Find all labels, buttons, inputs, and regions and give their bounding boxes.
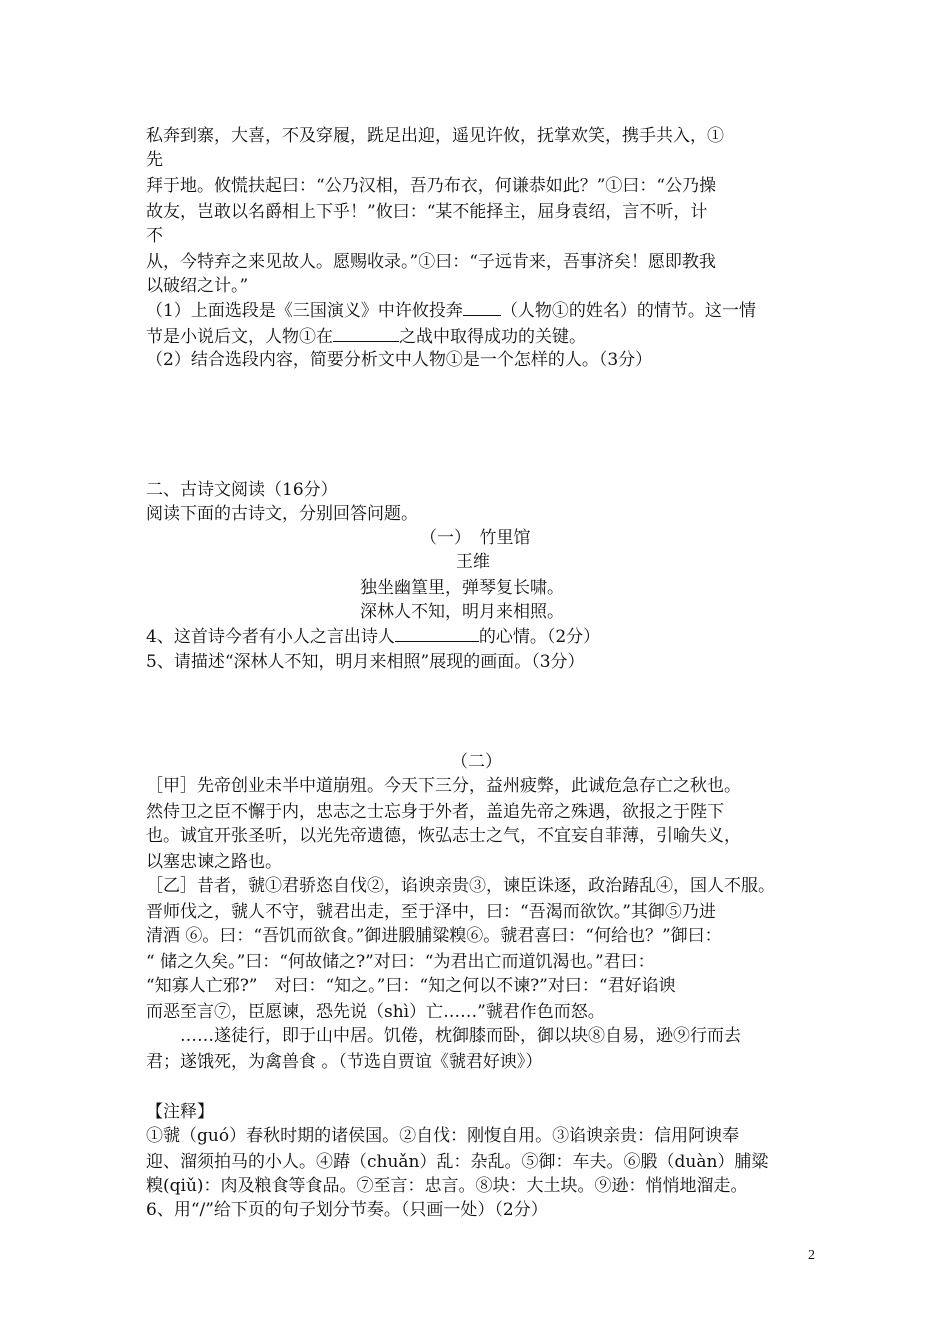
passage-yi-line-8: 君；遂饿死，为禽兽食 。（节选自贾谊《虢君好谀》）	[146, 1052, 543, 1072]
question-4-blank[interactable]	[395, 624, 479, 642]
question-1-text-d: 之战中取得成功的关键。	[399, 327, 586, 347]
excerpt-line-4: 从，今特弃之来见故人。愿赐收录。”①曰：“子远肯来，吾事济矣！愿即教我	[146, 252, 716, 272]
passage-yi-line-1: ［乙］昔者，虢①君骄恣自伐②，谄谀亲贵③，谏臣诛逐，政治踳乱④，国人不服。	[146, 876, 775, 896]
excerpt-line-3b: 不	[146, 226, 163, 246]
excerpt-line-5: 以破绍之计。”	[146, 276, 249, 296]
passage-jia-line-2: 然侍卫之臣不懈于内，忠志之士忘身于外者，盖追先帝之殊遇，欲报之于陛下	[146, 802, 724, 822]
notes-heading: 【注释】	[146, 1102, 214, 1122]
passage-jia-line-3: 也。诚宜开张圣听，以光先帝遗德，恢弘志士之气，不宜妄自菲薄，引喻失义，	[146, 826, 741, 846]
note-line-2: 迎、溜须拍马的小人。④踳（chuǎn）乱：杂乱。⑤御：车夫。⑥腶（duàn）脯粱	[146, 1152, 769, 1172]
passage-2-title: （二）	[451, 752, 502, 772]
question-2: （2）结合选段内容，简要分析文中人物①是一个怎样的人。（3分）	[146, 350, 653, 370]
passage-jia-line-1: ［甲］先帝创业未半中道崩殂。今天下三分，益州疲弊，此诚危急存亡之秋也。	[146, 776, 741, 796]
passage-yi-line-7: ……遂徒行，即于山中居。饥倦，枕御膝而卧，御以块⑧自易，逊⑨行而去	[146, 1026, 741, 1046]
passage-yi-line-2: 晋师伐之，虢人不守，虢君出走，至于泽中，曰：“吾渴而欲饮。”其御⑤乃进	[146, 902, 716, 922]
poem-line-2: 深林人不知，明月来相照。	[360, 602, 564, 622]
excerpt-line-1: 私奔到寨，大喜，不及穿履，跣足出迎，遥见许攸，抚掌欢笑，携手共入，①	[146, 126, 724, 146]
passage-yi-line-6: 而恶至言⑦，臣愿谏，恐先说（shì）亡……”虢君作色而怒。	[146, 1002, 605, 1022]
question-1-text-b: （人物①的姓名）的情节。这一情	[500, 301, 756, 321]
question-5: 5、请描述“深林人不知，明月来相照”展现的画面。（3分）	[146, 652, 585, 672]
question-4-text-a: 4、这首诗今者有小人之言出诗人	[146, 627, 395, 647]
question-4	[146, 624, 600, 649]
question-1-text-c: 节是小说后文，人物①在	[146, 327, 333, 347]
question-1-blank-2[interactable]	[333, 324, 399, 342]
question-1-line-2	[146, 324, 586, 349]
section-2-intro: 阅读下面的古诗文，分别回答问题。	[146, 504, 418, 524]
section-2-heading: 二、古诗文阅读（16分）	[146, 480, 338, 500]
question-1-blank-1[interactable]	[463, 298, 501, 316]
excerpt-line-2: 拜于地。攸慌扶起曰：“公乃汉相，吾乃布衣，何谦恭如此？”①曰：“公乃操	[146, 176, 717, 196]
excerpt-line-3: 故友，岂敢以名爵相上下乎！”攸曰：“某不能择主，屈身袁绍，言不听，计	[146, 202, 708, 222]
poem-line-1: 独坐幽篁里，弹琴复长啸。	[360, 578, 564, 598]
passage-yi-line-5: “知寡人亡邪?” 对曰：“知之。”曰：“知之何以不谏?”对曰：“君好谄谀	[146, 976, 676, 996]
question-1-text-a: （1）上面选段是《三国演义》中许攸投奔	[146, 301, 463, 321]
note-line-3: 糗(qiǔ)：肉及粮食等食品。⑦至言：忠言。⑧块：大土块。⑨逊：悄悄地溜走。	[146, 1176, 748, 1196]
question-1-line-1	[146, 298, 756, 323]
poem-author: 王维	[456, 552, 490, 572]
passage-jia-line-4: 以塞忠谏之路也。	[146, 852, 282, 872]
passage-yi-line-4: “ 储之久矣。”曰：“何故储之?”对曰：“为君出亡而道饥渴也。”君曰：	[146, 952, 655, 972]
question-6: 6、用“/”给下页的句子划分节奏。（只画一处）（2分）	[146, 1200, 548, 1220]
page-number: 2	[808, 1248, 815, 1263]
excerpt-line-1b: 先	[146, 150, 163, 170]
note-line-1: ①虢（guó）春秋时期的诸侯国。②自伐：刚愎自用。③谄谀亲贵：信用阿谀奉	[146, 1126, 740, 1146]
poem-title: （一） 竹里馆	[420, 528, 531, 548]
passage-yi-line-3: 清酒 ⑥。曰：“吾饥而欲食。”御进腶脯粱糗⑥。虢君喜曰：“何给也？”御曰：	[146, 926, 722, 946]
question-4-text-b: 的心情。（2分）	[478, 627, 601, 647]
